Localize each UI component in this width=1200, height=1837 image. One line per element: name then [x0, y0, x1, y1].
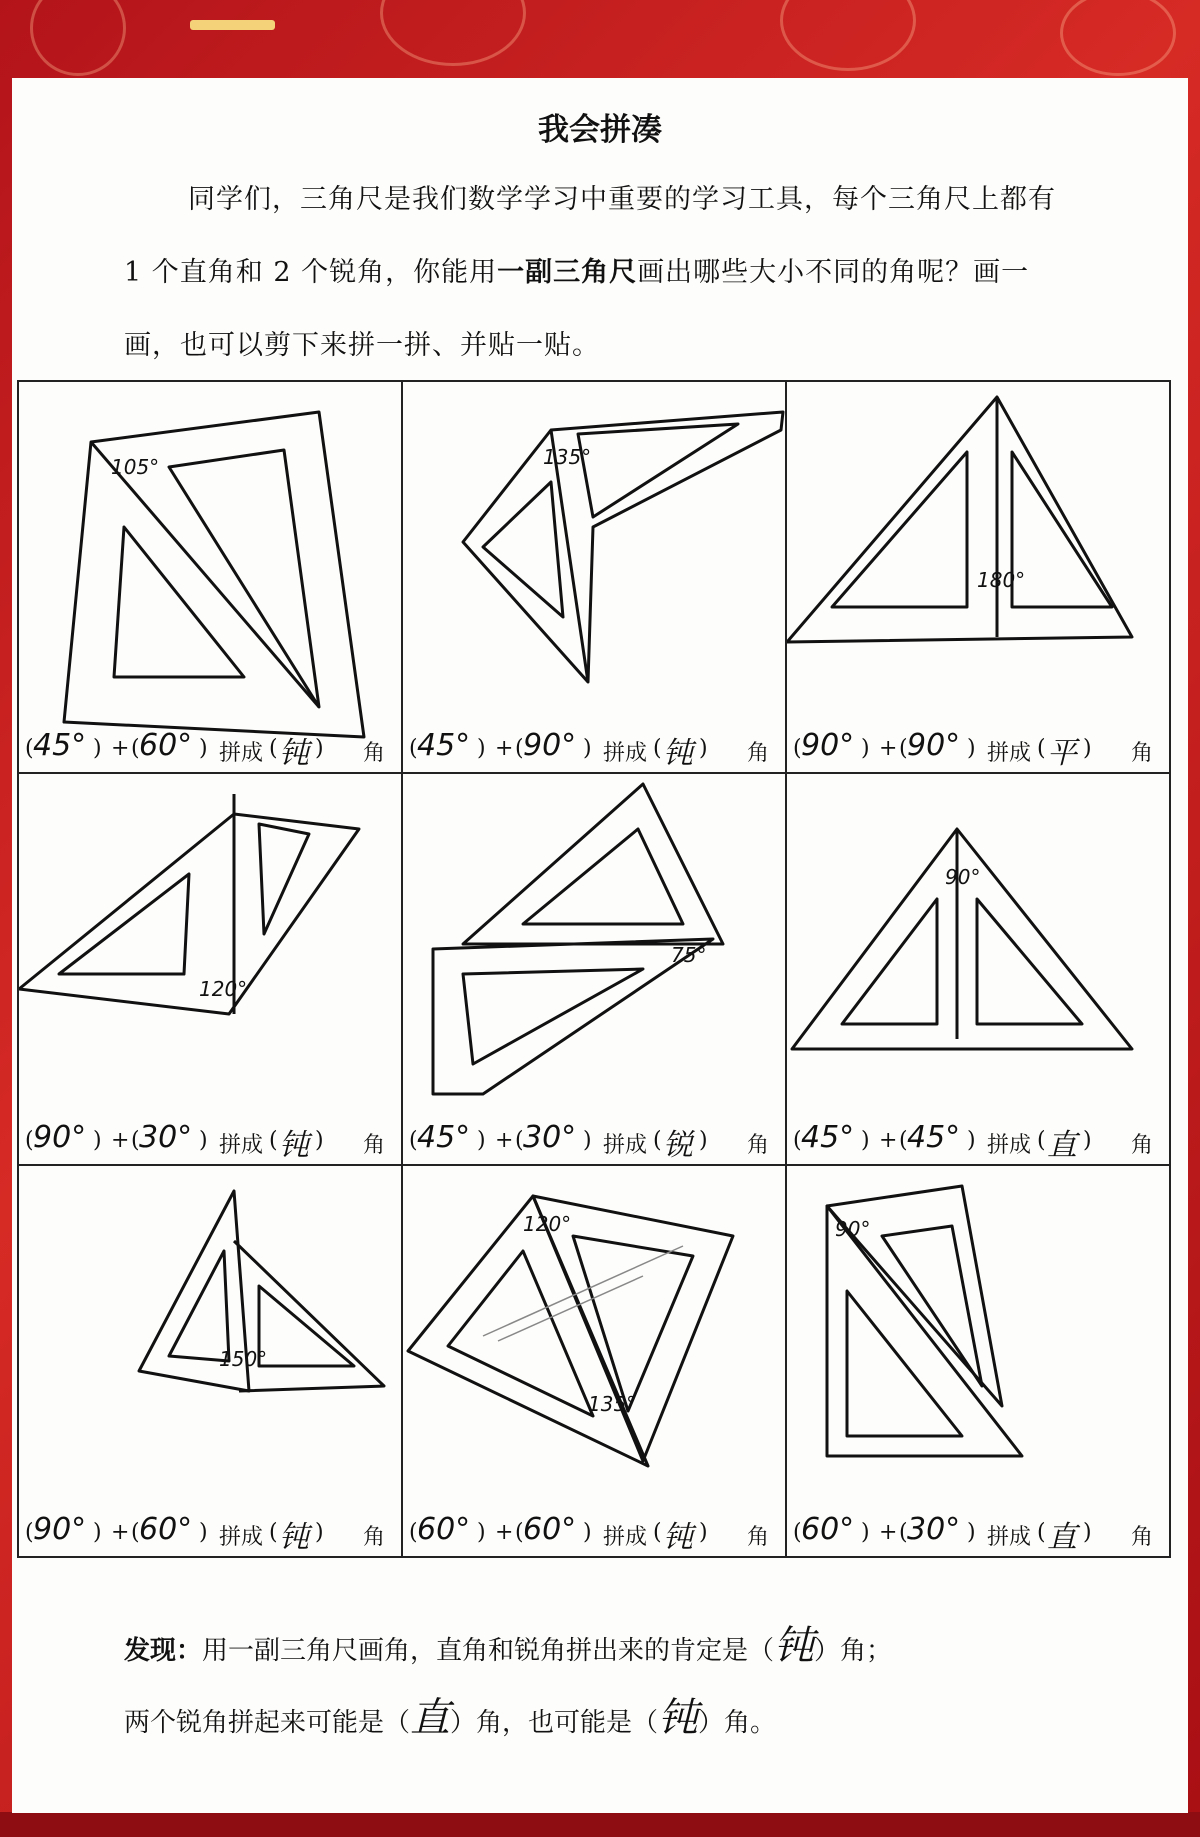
angle-b: 60°: [139, 1512, 193, 1547]
join-text: 拼成: [987, 1525, 1032, 1550]
join-text: 拼成: [987, 741, 1032, 766]
join-text: 拼成: [603, 1133, 648, 1158]
join-text: 拼成: [219, 1133, 264, 1158]
angle-a: 90°: [33, 1120, 87, 1155]
triangle-drawing: [19, 774, 403, 1166]
plus-sign: +: [495, 736, 514, 761]
angle-word: 角: [1131, 1525, 1154, 1550]
plus-sign: +: [495, 1520, 514, 1545]
angle-label: 150°: [219, 1347, 268, 1371]
triangle-drawing: [403, 1166, 787, 1558]
swirl-ornament: [780, 0, 916, 71]
red-decor-bottom: [0, 1812, 1200, 1837]
cell-caption: ( 45° ) + ( 45° ) 拼成 ( 直 ) 角: [793, 1120, 1154, 1163]
angle-a: 45°: [417, 1120, 471, 1155]
result-answer: 平: [1047, 736, 1077, 771]
join-text: 拼成: [219, 741, 264, 766]
triangle-drawing: [787, 774, 1171, 1166]
grid-cell-2: [403, 382, 787, 774]
red-decor-top: [0, 0, 1200, 80]
finding-text: ）角，也可能是（: [450, 1708, 659, 1738]
grid-cell-4: [19, 774, 403, 1166]
result-answer: 钝: [279, 1520, 309, 1555]
finding-answer: 直: [410, 1695, 451, 1741]
angle-word: 角: [747, 741, 770, 766]
angle-label: 120°: [199, 977, 248, 1001]
result-answer: 直: [1047, 1128, 1077, 1163]
cell-caption: ( 90° ) + ( 30° ) 拼成 ( 钝 ) 角: [25, 1120, 386, 1163]
intro-bold: 一副三角尺: [497, 257, 638, 288]
triangle-drawing: [19, 1166, 403, 1558]
grid-cell-5: [403, 774, 787, 1166]
angle-label: 75°: [671, 943, 707, 967]
finding-answer: 钝: [658, 1695, 699, 1741]
grid-cell-9: [787, 1166, 1171, 1558]
angle-b: 30°: [907, 1512, 961, 1547]
triangle-drawing: [403, 774, 787, 1166]
grid-cell-8: [403, 1166, 787, 1558]
angle-label-second: 135°: [588, 1392, 637, 1416]
finding-text: 两个锐角拼起来可能是（: [124, 1708, 411, 1738]
plus-sign: +: [879, 1520, 898, 1545]
triangle-drawing: [403, 382, 787, 774]
plus-sign: +: [111, 1128, 130, 1153]
cell-caption: ( 45° ) + ( 60° ) 拼成 ( 钝 ) 角: [25, 728, 386, 771]
angle-label: 120°: [523, 1212, 572, 1236]
angle-word: 角: [747, 1133, 770, 1158]
cell-caption: ( 45° ) + ( 30° ) 拼成 ( 锐 ) 角: [409, 1120, 770, 1163]
intro-paragraph: [124, 163, 1074, 382]
cell-caption: ( 90° ) + ( 60° ) 拼成 ( 钝 ) 角: [25, 1512, 386, 1555]
grid-cell-3: [787, 382, 1171, 774]
angle-word: 角: [747, 1525, 770, 1550]
triangle-drawing: [787, 382, 1171, 774]
join-text: 拼成: [603, 741, 648, 766]
grid-cell-1: [19, 382, 403, 774]
intro-text-1: 同学们，三角尺是我们数学学习中重要的学习工具，每个三角尺上都有 1 个直角和 2 个锐角，你能用: [124, 184, 1056, 288]
angle-label: 105°: [111, 455, 160, 479]
angle-a: 90°: [33, 1512, 87, 1547]
angle-word: 角: [1131, 741, 1154, 766]
angle-b: 45°: [907, 1120, 961, 1155]
angle-word: 角: [363, 1133, 386, 1158]
angle-word: 角: [363, 1525, 386, 1550]
finding-answer: 钝: [774, 1623, 815, 1669]
cell-caption: ( 90° ) + ( 90° ) 拼成 ( 平 ) 角: [793, 728, 1154, 771]
angle-label: 90°: [835, 1217, 871, 1241]
angle-b: 30°: [523, 1120, 577, 1155]
finding-text: 用一副三角尺画角，直角和锐角拼出来的肯定是（: [202, 1636, 775, 1666]
angle-label: 90°: [945, 865, 981, 889]
angle-a: 45°: [801, 1120, 855, 1155]
angle-label: 135°: [543, 445, 592, 469]
angle-b: 90°: [907, 728, 961, 763]
angle-a: 45°: [417, 728, 471, 763]
result-answer: 直: [1047, 1520, 1077, 1555]
swirl-ornament: [1060, 0, 1176, 76]
angle-b: 90°: [523, 728, 577, 763]
angle-b: 60°: [523, 1512, 577, 1547]
triangle-drawing: [19, 382, 403, 774]
join-text: 拼成: [603, 1525, 648, 1550]
join-text: 拼成: [987, 1133, 1032, 1158]
angle-label: 180°: [977, 568, 1026, 592]
angle-a: 60°: [417, 1512, 471, 1547]
plus-sign: +: [495, 1128, 514, 1153]
gold-bar: [190, 20, 275, 30]
drawing-grid: [17, 380, 1171, 1558]
angle-word: 角: [1131, 1133, 1154, 1158]
plus-sign: +: [111, 736, 130, 761]
finding-label: 发现：: [124, 1636, 203, 1666]
swirl-ornament: [30, 0, 126, 76]
triangle-drawing: [787, 1166, 1171, 1558]
join-text: 拼成: [219, 1525, 264, 1550]
grid-cell-6: [787, 774, 1171, 1166]
angle-a: 45°: [33, 728, 87, 763]
cell-caption: ( 60° ) + ( 60° ) 拼成 ( 钝 ) 角: [409, 1512, 770, 1555]
grid-cell-7: [19, 1166, 403, 1558]
result-answer: 锐: [663, 1128, 693, 1163]
finding-line-2: [124, 1686, 776, 1743]
cell-caption: ( 45° ) + ( 90° ) 拼成 ( 钝 ) 角: [409, 728, 770, 771]
finding-text: ）角。: [698, 1708, 777, 1738]
result-answer: 钝: [279, 1128, 309, 1163]
swirl-ornament: [380, 0, 526, 66]
cell-caption: ( 60° ) + ( 30° ) 拼成 ( 直 ) 角: [793, 1512, 1154, 1555]
worksheet-paper: [12, 78, 1188, 1813]
angle-b: 30°: [139, 1120, 193, 1155]
angle-b: 60°: [139, 728, 193, 763]
plus-sign: +: [111, 1520, 130, 1545]
plus-sign: +: [879, 736, 898, 761]
worksheet-title: 我会拼凑: [538, 112, 662, 148]
finding-text: ）角；: [814, 1636, 893, 1666]
result-answer: 钝: [663, 736, 693, 771]
plus-sign: +: [879, 1128, 898, 1153]
result-answer: 钝: [663, 1520, 693, 1555]
intro-text-2: 画出哪些大小不同的角呢？画一画，也可以剪下来拼一拼、并贴一贴。: [124, 257, 1030, 361]
finding-line-1: [124, 1614, 892, 1671]
result-answer: 钝: [279, 736, 309, 771]
angle-a: 60°: [801, 1512, 855, 1547]
angle-a: 90°: [801, 728, 855, 763]
angle-word: 角: [363, 741, 386, 766]
